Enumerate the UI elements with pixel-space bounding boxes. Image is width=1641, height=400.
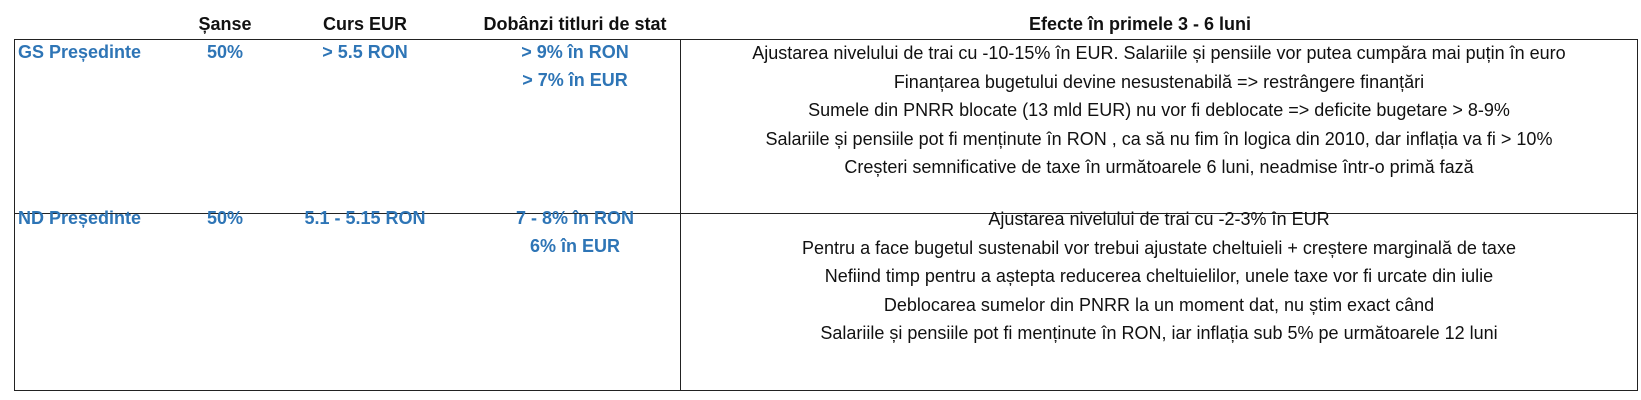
effect-item: Sumele din PNRR blocate (13 mld EUR) nu vor fi deblocate => deficite bugetare > 8-9%: [808, 100, 1510, 120]
dobanzi-ron-value: > 9% în RON: [521, 42, 629, 62]
sanse-value: 50%: [206, 42, 244, 62]
sanse-value: 50%: [206, 208, 244, 228]
curs-eur-value: 5.1 - 5.15 RON: [304, 208, 426, 228]
effect-item: Nefiind timp pentru a aștepta reducerea cheltuielilor, unele taxe vor fi urcate din iulie: [824, 266, 1494, 286]
effect-item: Pentru a face bugetul sustenabil vor trebui ajustate cheltuieli + creștere marginală de taxe: [802, 237, 1516, 258]
effects-list: [681, 39, 1637, 182]
effect-item: Salariile și pensiile pot fi menținute în RON, iar inflația sub 5% pe următoarele 12 luni: [820, 323, 1498, 343]
dobanzi-ron-value: 7 - 8% în RON: [515, 208, 635, 228]
column-header-sanse: Șanse: [198, 14, 252, 34]
effect-item: Deblocarea sumelor din PNRR la un moment dat, nu știm exact când: [883, 294, 1435, 315]
row-name: ND Președinte: [18, 208, 142, 228]
effect-item: Ajustarea nivelului de trai cu -2-3% în EUR: [988, 209, 1330, 229]
effect-item: Ajustarea nivelului de trai cu -10-15% în EUR. Salariile și pensiile vor putea cumpăra mai puțin în euro: [752, 43, 1566, 63]
curs-eur-value: > 5.5 RON: [322, 42, 408, 62]
effects-list: [681, 205, 1637, 348]
column-header-curs-eur: Curs EUR: [322, 14, 407, 34]
column-header-efecte: Efecte în primele 3 - 6 luni: [1028, 14, 1252, 34]
effect-item: Finanțarea bugetului devine nesustenabilă => restrângere finanțări: [893, 71, 1425, 92]
dobanzi-eur-value: 6% în EUR: [529, 236, 621, 256]
dobanzi-eur-value: > 7% în EUR: [522, 70, 628, 90]
row-name: GS Președinte: [18, 42, 142, 62]
effect-item: Salariile și pensiile pot fi menținute în RON , ca să nu fim în logica din 2010, dar inflația va fi > 10%: [765, 128, 1553, 149]
effect-item: Creșteri semnificative de taxe în următoarele 6 luni, neadmise într-o primă fază: [844, 157, 1474, 177]
column-header-dobanzi: Dobânzi titluri de stat: [483, 14, 667, 34]
